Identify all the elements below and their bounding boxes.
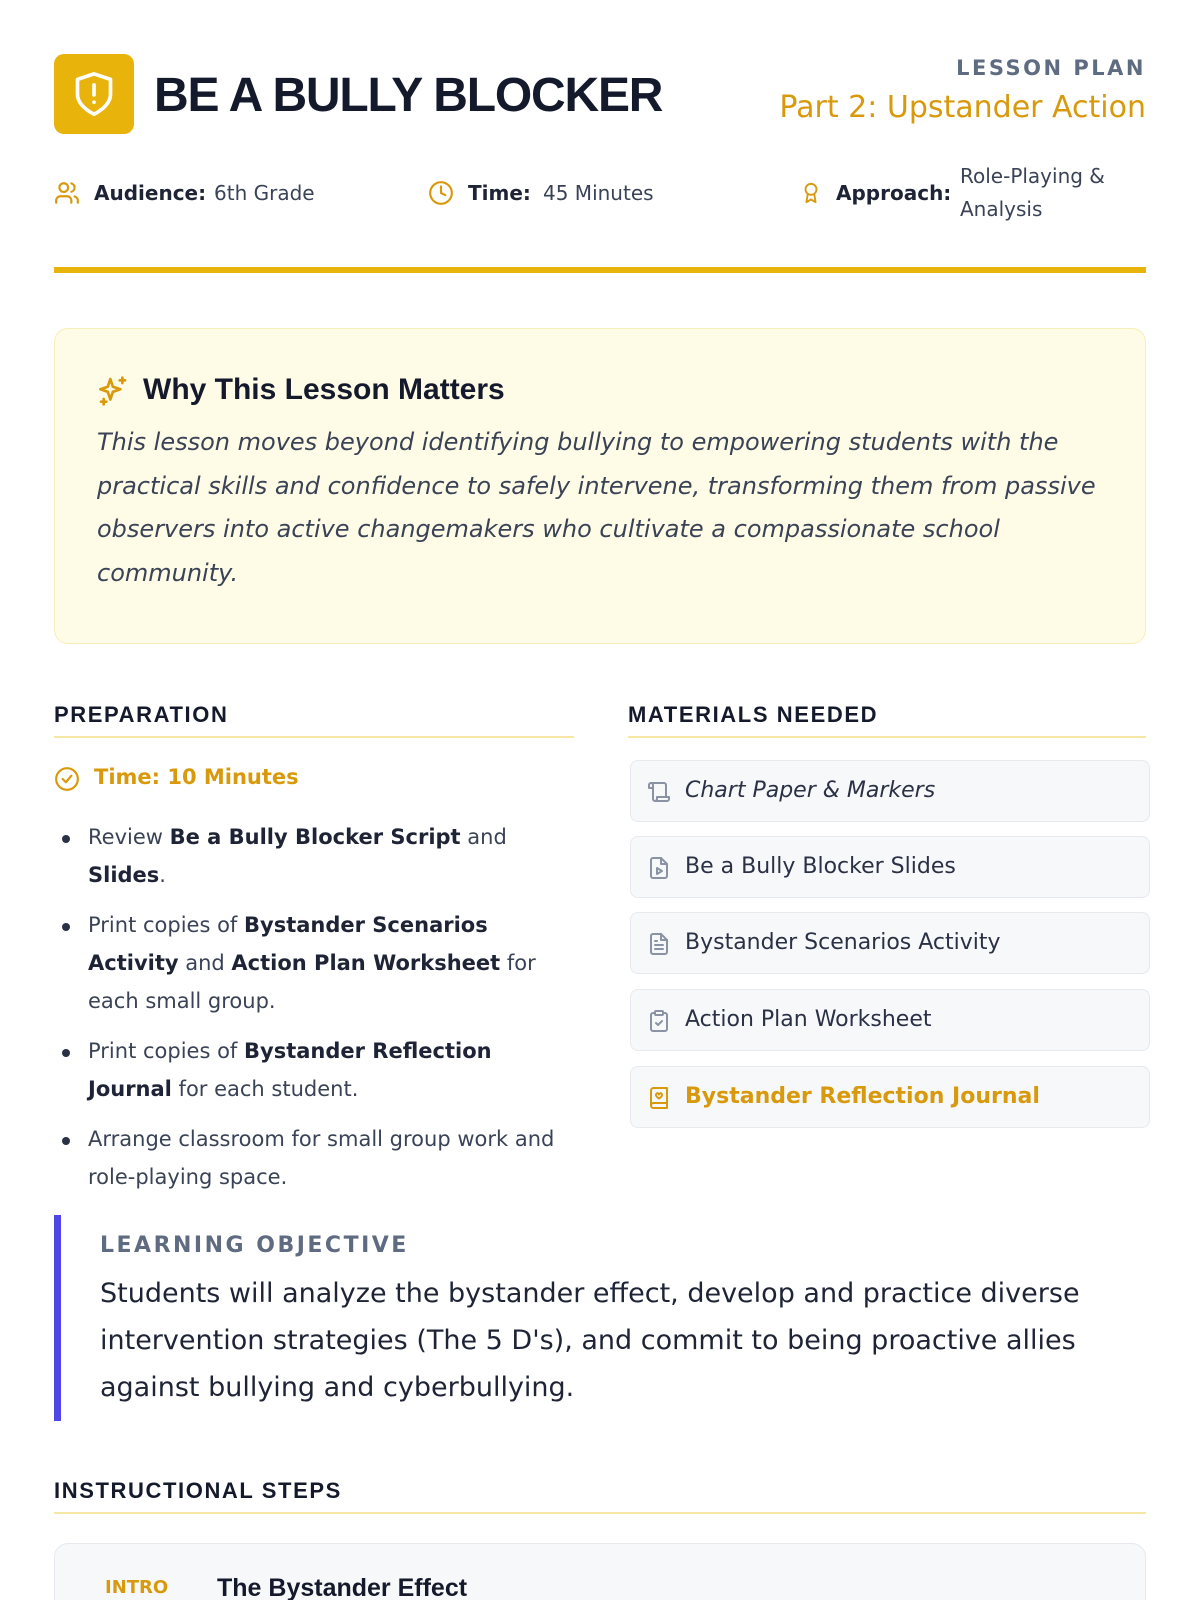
preparation-item-text: Arrange classroom for small group work and role-playing space.: [88, 1127, 555, 1189]
preparation-item-text: for each small group.: [88, 951, 536, 1013]
step-card: [54, 1543, 1146, 1600]
users-icon: [54, 180, 80, 206]
step-title: The Bystander Effect: [217, 1574, 468, 1600]
logo-badge: [54, 54, 134, 134]
preparation-item: [54, 906, 574, 1020]
material-item: [630, 989, 1150, 1051]
page-title: BE A BULLY BLOCKER: [154, 69, 663, 122]
header-divider: [54, 267, 1146, 273]
preparation-heading: PREPARATION: [54, 702, 229, 727]
material-label: Bystander Reflection Journal: [685, 1084, 1040, 1109]
steps-heading: INSTRUCTIONAL STEPS: [54, 1478, 342, 1503]
preparation-item-text: and: [460, 825, 507, 849]
preparation-item-text: .: [159, 863, 166, 887]
time-value: 45 Minutes: [543, 181, 654, 205]
learning-objective: [54, 1215, 1146, 1421]
journal-icon: [647, 1086, 671, 1110]
objective-kicker: LEARNING OBJECTIVE: [100, 1233, 409, 1258]
preparation-item: [54, 1120, 574, 1196]
preparation-item-emphasis: Action Plan Worksheet: [231, 951, 501, 975]
preparation-item-text: Print copies of: [88, 913, 244, 937]
material-label: Action Plan Worksheet: [685, 1007, 932, 1032]
lesson-subtitle: Part 2: Upstander Action: [779, 90, 1146, 125]
approach-label: Approach:: [836, 181, 952, 205]
preparation-item-emphasis: Bystander Reflection Journal: [88, 1039, 492, 1101]
materials-divider: [628, 736, 1146, 738]
why-callout: [54, 328, 1146, 644]
step-tag: INTRO: [105, 1577, 169, 1598]
time-label: Time:: [468, 181, 531, 205]
preparation-item-text: Print copies of: [88, 1039, 244, 1063]
material-item: [630, 912, 1150, 974]
material-item: [630, 760, 1150, 822]
preparation-item: [54, 1032, 574, 1108]
materials-heading: MATERIALS NEEDED: [628, 702, 879, 727]
scroll-icon: [647, 780, 671, 804]
audience-value: 6th Grade: [214, 181, 315, 205]
preparation-list: [54, 818, 574, 1208]
why-body: This lesson moves beyond identifying bullying to empowering students with the practical skills and confidence to safely intervene, transforming them from passive observers into active changemakers who cultivate a compassionate school community.: [97, 428, 1096, 587]
check-circle-icon: [54, 766, 80, 792]
material-label: Bystander Scenarios Activity: [685, 930, 1001, 955]
material-label: Chart Paper & Markers: [685, 778, 936, 803]
preparation-item-text: and: [178, 951, 232, 975]
approach-value: Role-Playing & Analysis: [960, 164, 1105, 221]
preparation-item: [54, 818, 574, 894]
preparation-divider: [54, 736, 574, 738]
audience-label: Audience:: [94, 181, 207, 205]
steps-divider: [54, 1512, 1146, 1514]
clipboard-check-icon: [647, 1009, 671, 1033]
why-title: Why This Lesson Matters: [143, 373, 505, 406]
material-item: [630, 1066, 1150, 1128]
award-icon: [800, 180, 822, 206]
material-label: Be a Bully Blocker Slides: [685, 854, 956, 879]
preparation-time: Time: 10 Minutes: [94, 765, 299, 789]
shield-alert-icon: [72, 70, 116, 118]
meta-audience: [54, 160, 384, 226]
clock-icon: [428, 180, 454, 206]
slides-file-icon: [647, 856, 671, 880]
objective-body: Students will analyze the bystander effect, develop and practice diverse intervention strategies (The 5 D's), and commit to being proactive allies against bullying and cyberbullying.: [100, 1278, 1080, 1403]
preparation-item-text: Review: [88, 825, 170, 849]
preparation-item-emphasis: Be a Bully Blocker Script: [169, 825, 461, 849]
lesson-header: [54, 54, 1146, 134]
meta-time: [428, 160, 728, 226]
preparation-item-text: for each student.: [171, 1077, 359, 1101]
material-item: [630, 836, 1150, 898]
document-icon: [647, 932, 671, 956]
preparation-item-emphasis: Bystander Scenarios Activity: [88, 913, 488, 975]
meta-approach: [800, 160, 1146, 226]
sparkles-icon: [97, 375, 129, 407]
preparation-item-emphasis: Slides: [88, 863, 160, 887]
lesson-plan-label: LESSON PLAN: [956, 56, 1146, 80]
